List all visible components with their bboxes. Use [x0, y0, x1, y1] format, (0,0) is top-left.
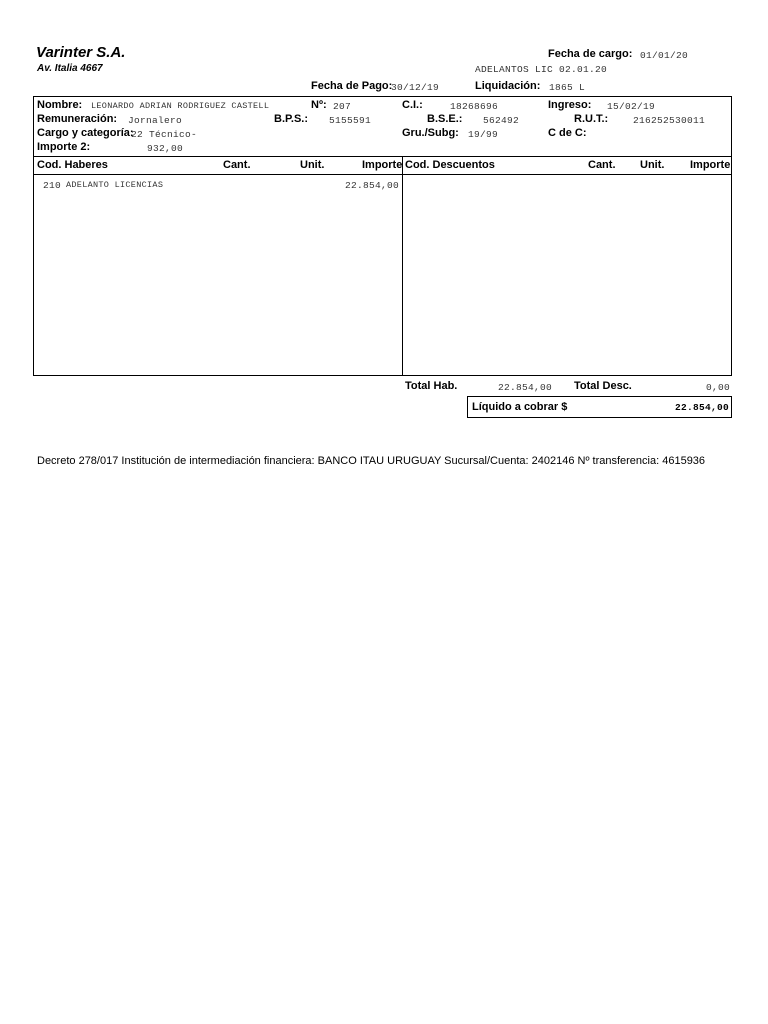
liquido-label: Líquido a cobrar $: [472, 401, 568, 413]
grusubg-label: Gru./Subg:: [402, 127, 459, 139]
fecha-cargo-label: Fecha de cargo:: [548, 48, 633, 60]
ci-label: C.I.:: [402, 99, 423, 111]
liquido-value: 22.854,00: [675, 402, 730, 413]
nombre-label: Nombre:: [37, 99, 83, 111]
haberes-row-importe: 22.854,00: [345, 180, 400, 191]
liquidacion-label: Liquidación:: [475, 80, 541, 92]
descuentos-cant-header: Cant.: [588, 159, 616, 171]
haberes-cant-header: Cant.: [223, 159, 251, 171]
haberes-row-code: 210: [43, 180, 62, 191]
haberes-unit-header: Unit.: [300, 159, 325, 171]
haberes-cod-header: Cod. Haberes: [37, 159, 108, 171]
rut-label: R.U.T.:: [574, 113, 609, 125]
bse-label: B.S.E.:: [427, 113, 463, 125]
total-desc-label: Total Desc.: [574, 380, 632, 392]
grusubg-value: 19/99: [468, 129, 499, 140]
company-name: Varinter S.A.: [36, 44, 126, 61]
numero-value: 207: [333, 101, 352, 112]
liquidacion-value: 1865 L: [549, 82, 586, 93]
numero-label: Nº:: [311, 99, 327, 111]
fecha-cargo-value: 01/01/20: [640, 50, 689, 61]
company-address: Av. Italia 4667: [37, 63, 103, 74]
table-column-divider: [402, 156, 403, 376]
concept-text: ADELANTOS LIC 02.01.20: [475, 64, 608, 75]
total-desc-value: 0,00: [706, 382, 731, 393]
cargo-value: 22 Técnico-: [131, 129, 198, 140]
descuentos-cod-header: Cod. Descuentos: [405, 159, 495, 171]
remuneracion-label: Remuneración:: [37, 113, 118, 125]
bps-label: B.P.S.:: [274, 113, 309, 125]
haberes-row-description: ADELANTO LICENCIAS: [66, 180, 164, 190]
descuentos-unit-header: Unit.: [640, 159, 665, 171]
bse-value: 562492: [483, 115, 520, 126]
haberes-importe-header: Importe: [362, 159, 403, 171]
importe2-label: Importe 2:: [37, 141, 91, 153]
nombre-value: LEONARDO ADRIAN RODRIGUEZ CASTELL: [91, 101, 270, 111]
cargo-label: Cargo y categoría:: [37, 127, 134, 139]
descuentos-importe-header: Importe: [690, 159, 731, 171]
rut-value: 216252530011: [633, 115, 706, 126]
remuneracion-value: Jornalero: [128, 115, 183, 126]
bps-value: 5155591: [329, 115, 372, 126]
ingreso-label: Ingreso:: [548, 99, 592, 111]
importe2-value: 932,00: [147, 143, 184, 154]
total-hab-label: Total Hab.: [405, 380, 458, 392]
fecha-pago-value: 30/12/19: [391, 82, 440, 93]
table-header-divider: [33, 174, 732, 175]
footer-text: Decreto 278/017 Institución de intermediación financiera: BANCO ITAU URUGUAY Sucursal/Cuenta: 2402146 Nº transferencia: 4615936: [37, 455, 706, 467]
fecha-pago-label: Fecha de Pago:: [311, 80, 393, 92]
ci-value: 18268696: [450, 101, 499, 112]
total-hab-value: 22.854,00: [498, 382, 553, 393]
cdec-label: C de C:: [548, 127, 587, 139]
ingreso-value: 15/02/19: [607, 101, 656, 112]
